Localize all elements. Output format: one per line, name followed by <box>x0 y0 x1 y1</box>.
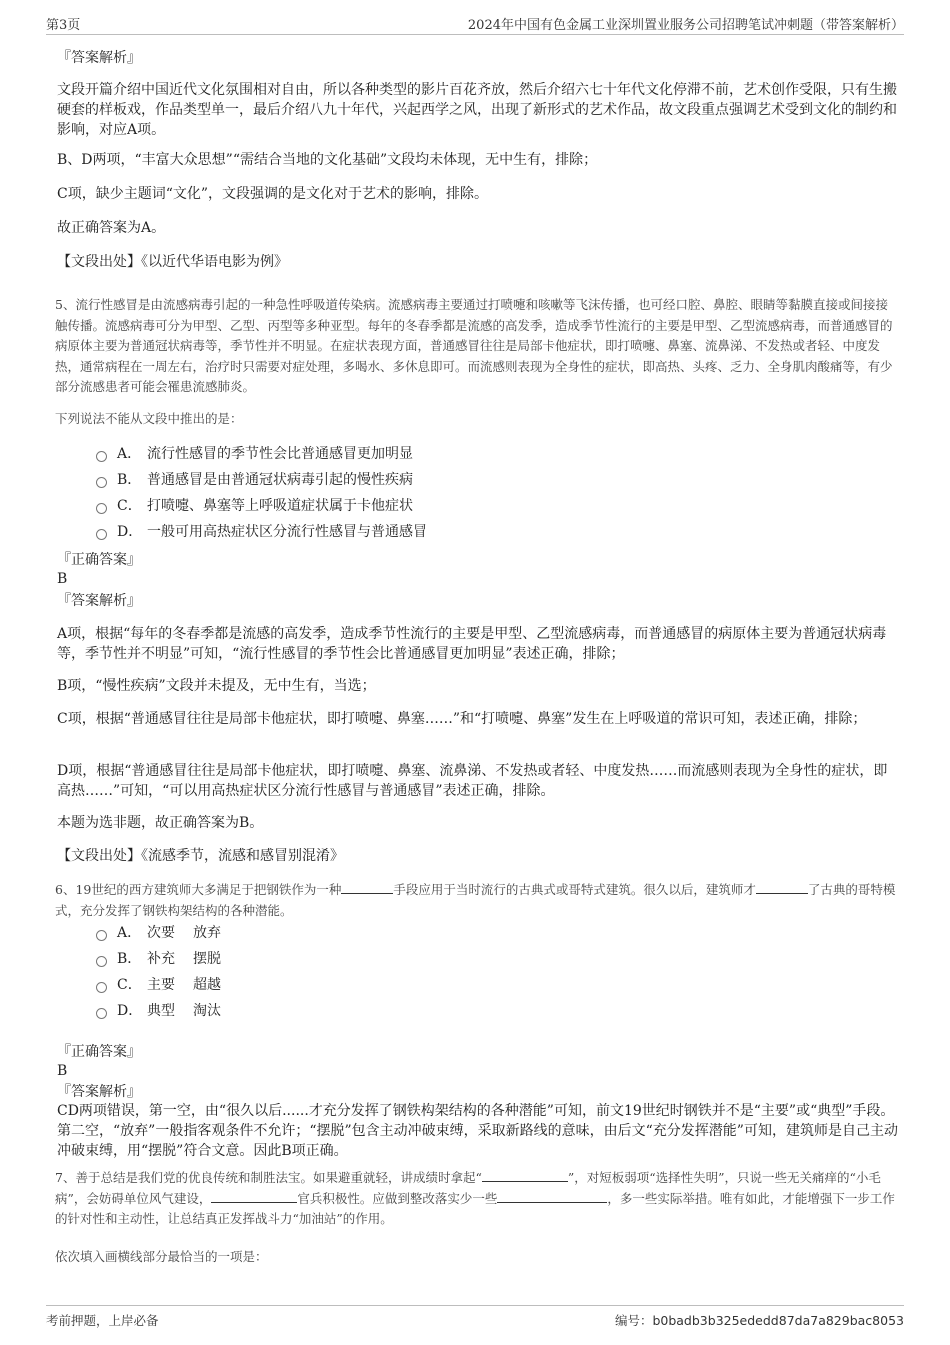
q4-analysis-p3: C项，缺少主题词“文化”，文段强调的是文化对于艺术的影响，排除。 <box>57 186 489 202</box>
q5-analysis-a: A项，根据“每年的冬春季都是流感的高发季，造成季节性流行的主要是甲型、乙型流感病毒，而普通感冒的病原体主要为普通冠状病毒等，季节性并不明显”可知，“流行性感冒的季节性会比普通感冒更加明显”表述正确，排除； <box>57 626 887 662</box>
q6-blank-1 <box>341 881 393 894</box>
radio-icon[interactable] <box>96 930 107 941</box>
q6-answer: B <box>57 1063 68 1079</box>
q6-option-a[interactable]: A． 次要 放弃 <box>96 923 221 943</box>
q6-option-c[interactable]: C． 主要 超越 <box>96 975 221 995</box>
q5-analysis-conclusion: 本题为选非题，故正确答案为B。 <box>57 815 264 831</box>
q5-answer-label: 『正确答案』 <box>57 552 141 568</box>
q7-question: 依次填入画横线部分最恰当的一项是： <box>55 1249 268 1264</box>
q7-blank-1 <box>482 1169 568 1182</box>
q5-option-a[interactable]: A． 流行性感冒的季节性会比普通感冒更加明显 <box>96 444 413 464</box>
q4-source: 【文段出处】《以近代华语电影为例》 <box>57 254 288 270</box>
q5-analysis-label: 『答案解析』 <box>57 593 141 609</box>
q6-analysis: CD两项错误，第一空，由“很久以后......才充分发挥了钢铁构架结构的各种潜能”可知，前文19世纪时钢铁并不是“主要”或“典型”手段。第二空，“放弃”一般指客观条件不允许；“摆脱”包含主动冲破束缚，采取新路线的意味，由后文“充分发挥潜能”可知，建筑师是自己主动冲破束缚，用“摆脱”符合文意。因此B项正确。 <box>57 1103 898 1159</box>
radio-icon[interactable] <box>96 956 107 967</box>
page-header <box>46 12 904 35</box>
q5-option-d[interactable]: D． 一般可用高热症状区分流行性感冒与普通感冒 <box>96 522 427 542</box>
page-number: 第3页 <box>46 18 81 33</box>
q6-option-b[interactable]: B． 补充 摆脱 <box>96 949 221 969</box>
q5-option-c[interactable]: C． 打喷嚏、鼻塞等上呼吸道症状属于卡他症状 <box>96 496 413 516</box>
q7-stem: 7、善于总结是我们党的优良传统和制胜法宝。如果避重就轻，讲成绩时拿起“ ”，对短板弱项“选择性失明”，只说一些无关痛痒的“小毛病”，会妨碍单位风气建设， 官兵积极性。应做到整改落实少一些 ，多一些实际举措。唯有如此，才能增强下一步工作的针对性和主动性，让总结真正发挥战斗力“加油站”的作用。 <box>55 1170 895 1226</box>
q6-option-d[interactable]: D． 典型 淘汰 <box>96 1001 221 1021</box>
page-footer <box>46 1305 904 1329</box>
q4-analysis-label: 『答案解析』 <box>57 50 141 66</box>
q7-blank-2 <box>211 1190 297 1203</box>
q5-stem: 5、流行性感冒是由流感病毒引起的一种急性呼吸道传染病。流感病毒主要通过打喷嚏和咳嗽等飞沫传播，也可经口腔、鼻腔、眼睛等黏膜直接或间接接触传播。流感病毒可分为甲型、乙型、丙型等多种亚型。每年的冬春季都是流感的高发季，造成季节性流行的主要是甲型、乙型流感病毒，而普通感冒的病原体主要为普通冠状病毒等，季节性并不明显。在症状表现方面，普通感冒往往是局部卡他症状，即打喷嚏、鼻塞、流鼻涕、不发热或者轻、中度发热，通常病程在一周左右，治疗时只需要对症处理，多喝水、多休息即可。而流感则表现为全身性的症状，即高热、头疼、乏力、全身肌肉酸痛等，有少部分流感患者可能会罹患流感肺炎。 <box>55 297 893 394</box>
document-code: 编号：b0badb3b325ededd87da7a829bac8053 <box>614 1313 904 1328</box>
q5-source: 【文段出处】《流感季节，流感和感冒别混淆》 <box>57 848 344 864</box>
q4-analysis-p1: 文段开篇介绍中国近代文化氛围相对自由，所以各种类型的影片百花齐放，然后介绍六七十年代文化停滞不前，艺术创作受限，只有生搬硬套的样板戏，作品类型单一，最后介绍八九十年代，兴起西学之风，出现了新形式的艺术作品，故文段重点强调艺术受到文化的制约和影响，对应A项。 <box>57 82 897 138</box>
q7-blank-3 <box>497 1190 607 1203</box>
q4-analysis-p2: B、D两项，“丰富大众思想”“需结合当地的文化基础”文段均未体现，无中生有，排除； <box>57 152 598 168</box>
q5-option-b[interactable]: B． 普通感冒是由普通冠状病毒引起的慢性疾病 <box>96 470 413 490</box>
radio-icon[interactable] <box>96 1008 107 1019</box>
q6-answer-label: 『正确答案』 <box>57 1044 141 1060</box>
radio-icon[interactable] <box>96 503 107 514</box>
q5-answer: B <box>57 571 68 587</box>
q5-analysis-d: D项，根据“普通感冒往往是局部卡他症状，即打喷嚏、鼻塞、流鼻涕、不发热或者轻、中度发热……而流感则表现为全身性的症状，即高热……”可知，“可以用高热症状区分流行性感冒与普通感冒”表述正确，排除。 <box>57 763 888 799</box>
q6-stem: 6、19世纪的西方建筑师大多满足于把钢铁作为一种 手段应用于当时流行的古典式或哥特式建筑。很久以后，建筑师才 了古典的哥特模式，充分发挥了钢铁构架结构的各种潜能。 <box>55 882 896 918</box>
q6-blank-2 <box>756 881 808 894</box>
q6-analysis-label: 『答案解析』 <box>57 1084 141 1100</box>
radio-icon[interactable] <box>96 529 107 540</box>
q5-analysis-b: B项，“慢性疾病”文段并未提及，无中生有，当选； <box>57 678 376 694</box>
footer-slogan: 考前押题，上岸必备 <box>46 1313 159 1328</box>
document-title: 2024年中国有色金属工业深圳置业服务公司招聘笔试冲刺题（带答案解析） <box>467 18 904 33</box>
q5-question: 下列说法不能从文段中推出的是： <box>55 411 243 426</box>
q4-analysis-p4: 故正确答案为A。 <box>57 220 166 236</box>
radio-icon[interactable] <box>96 477 107 488</box>
radio-icon[interactable] <box>96 982 107 993</box>
q5-analysis-c: C项，根据“普通感冒往往是局部卡他症状，即打喷嚏、鼻塞……”和“打喷嚏、鼻塞”发生在上呼吸道的常识可知，表述正确，排除； <box>57 711 867 727</box>
radio-icon[interactable] <box>96 451 107 462</box>
